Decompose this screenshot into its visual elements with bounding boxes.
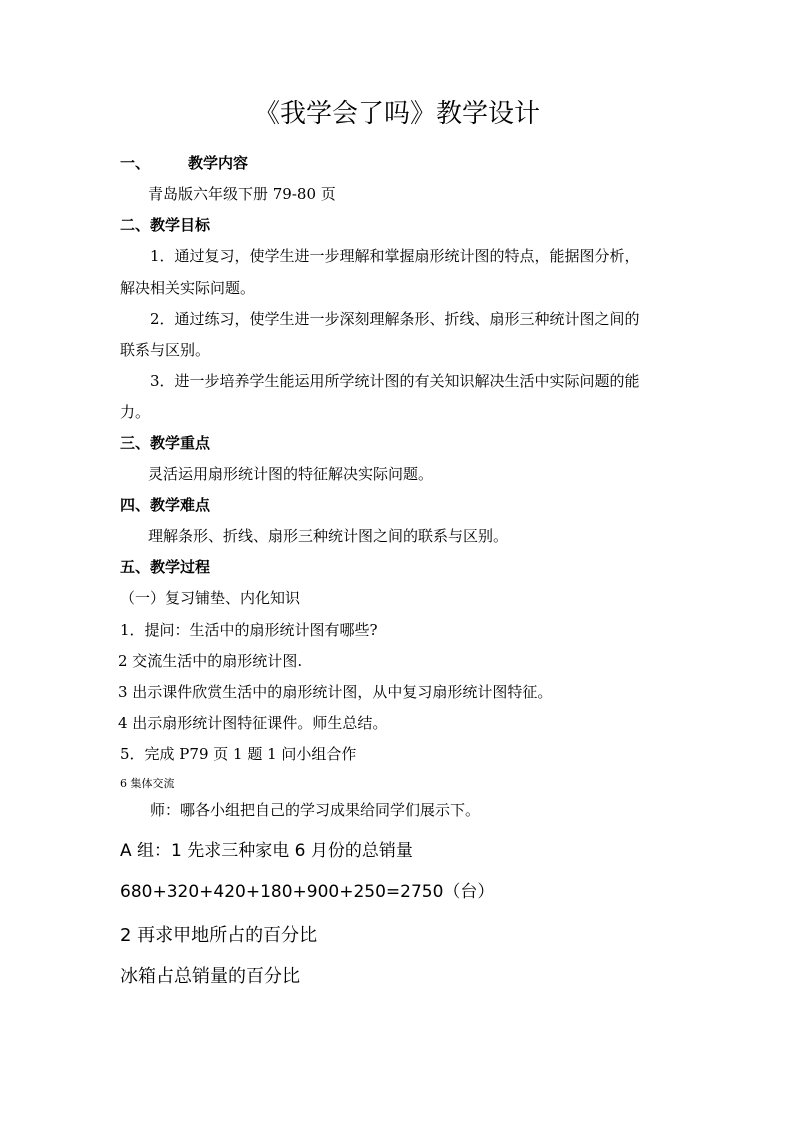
section-5-subtitle: （一）复习铺垫、内化知识: [120, 589, 301, 607]
section-5-title: 五、教学过程: [120, 558, 211, 576]
process-step-5: 5．完成 P79 页 1 题 1 问小组合作: [120, 745, 357, 763]
section-2-title: 二、教学目标: [120, 216, 211, 234]
objective-1-line-1: 1．通过复习，使学生进一步理解和掌握扇形统计图的特点，能据图分析，: [150, 247, 640, 265]
fridge-percentage: 冰箱占总销量的百分比: [120, 966, 300, 987]
process-step-4: 4 出示扇形统计图特征课件。师生总结。: [118, 714, 388, 732]
section-4-text: 理解条形、折线、扇形三种统计图之间的联系与区别。: [148, 527, 509, 545]
section-1-number: 一、: [120, 154, 151, 172]
process-step-6: 6 集体交流: [120, 777, 175, 790]
document-title: 《我学会了吗》教学设计: [253, 99, 540, 129]
section-1-text: 青岛版六年级下册 79-80 页: [148, 185, 336, 203]
objective-2-line-2: 联系与区别。: [120, 341, 211, 359]
section-3-title: 三、教学重点: [120, 434, 211, 452]
section-3-text: 灵活运用扇形统计图的特征解决实际问题。: [148, 465, 434, 483]
total-calculation: 680+320+420+180+900+250=2750（台）: [120, 882, 495, 902]
teacher-prompt: 师：哪各小组把自己的学习成果给同学们展示下。: [150, 801, 481, 819]
percentage-step: 2 再求甲地所占的百分比: [120, 925, 318, 946]
objective-2-line-1: 2．通过练习，使学生进一步深刻理解条形、折线、扇形三种统计图之间的: [150, 310, 640, 328]
process-step-2: 2 交流生活中的扇形统计图.: [118, 652, 303, 670]
section-1-title: 教学内容: [188, 154, 249, 172]
process-step-1: 1．提问：生活中的扇形统计图有哪些?: [120, 621, 378, 639]
objective-3-line-2: 力。: [120, 403, 151, 421]
section-4-title: 四、教学难点: [120, 496, 211, 514]
objective-3-line-1: 3．进一步培养学生能运用所学统计图的有关知识解决生活中实际问题的能: [150, 372, 640, 390]
objective-1-line-2: 解决相关实际问题。: [120, 279, 256, 297]
process-step-3: 3 出示课件欣赏生活中的扇形统计图，从中复习扇形统计图特征。: [118, 683, 553, 701]
group-a-step: A 组：1 先求三种家电 6 月份的总销量: [120, 841, 413, 861]
